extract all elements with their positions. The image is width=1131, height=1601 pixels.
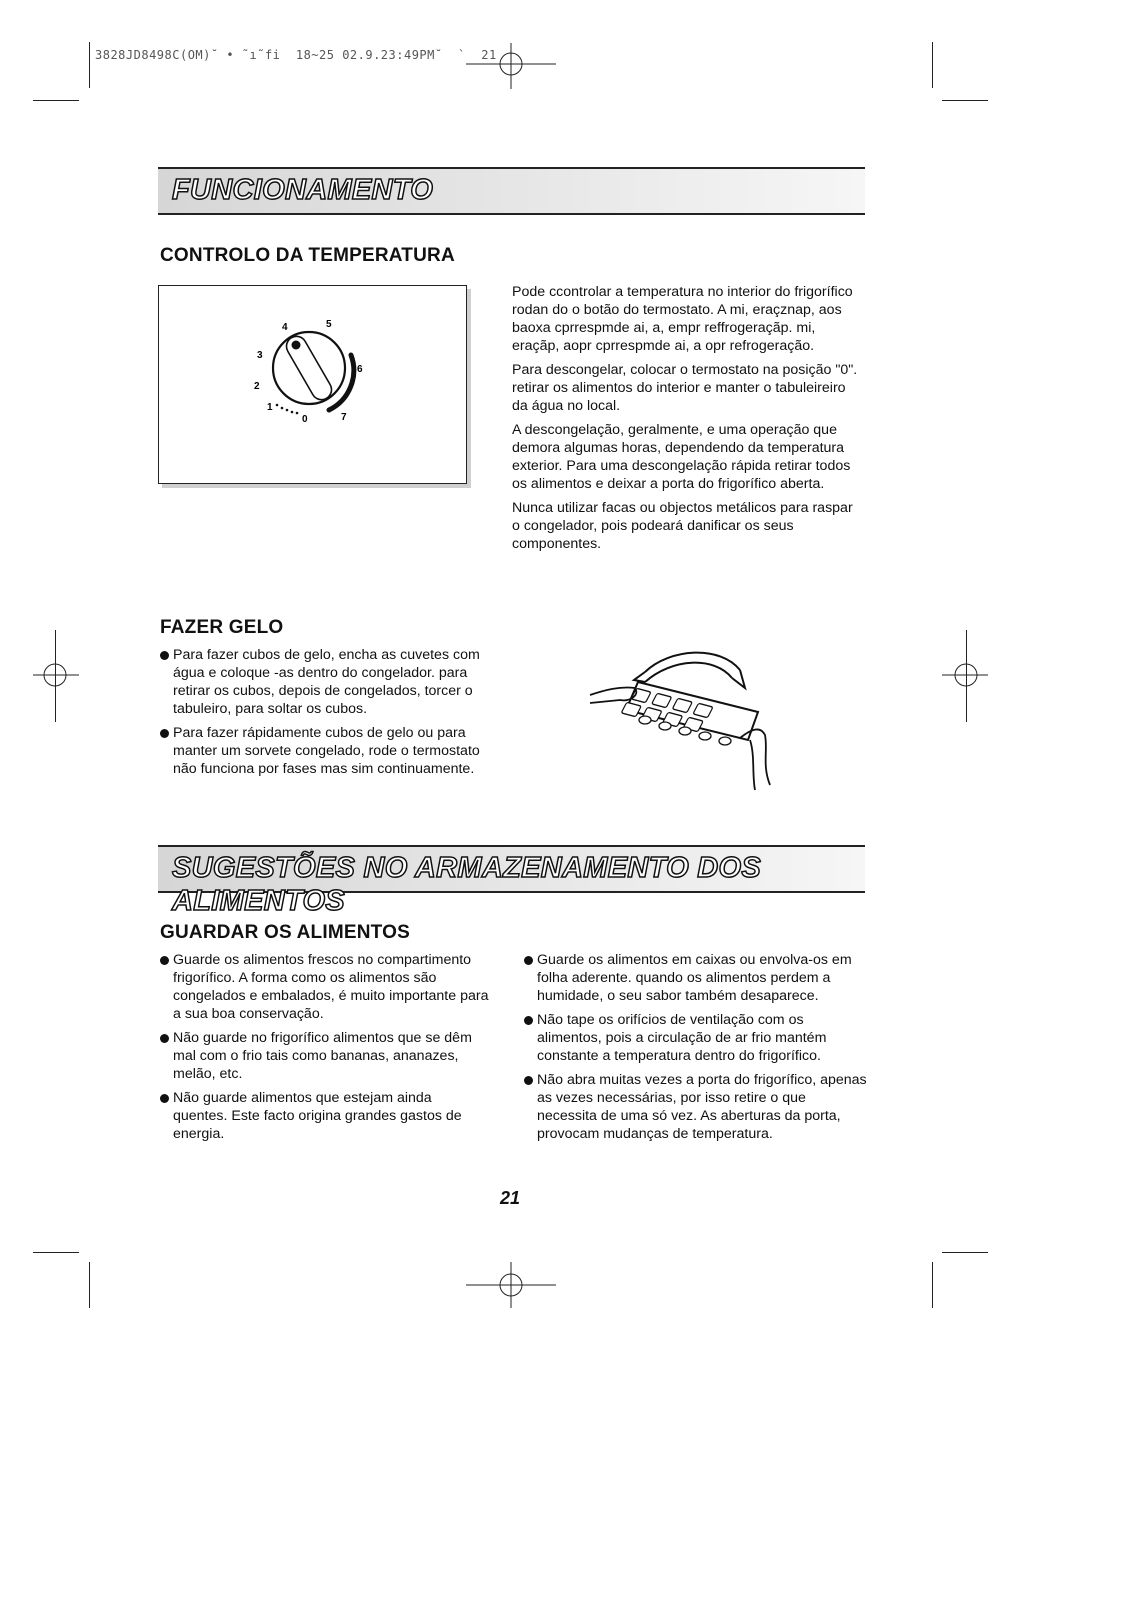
storage-heading: GUARDAR OS ALIMENTOS bbox=[160, 922, 410, 943]
list-item: Não abra muitas vezes a porta do frigorífico, apenas as vezes necessárias, por isso retire o que necessita de uma só vez. As aberturas da porta, provocam mudanças de temperatura. bbox=[524, 1071, 869, 1143]
page-number: 21 bbox=[500, 1188, 521, 1208]
temperature-text bbox=[512, 283, 864, 559]
dial-label: 4 bbox=[282, 322, 288, 333]
paragraph: Nunca utilizar facas ou objectos metálicos para raspar o congelador, pois podeará danificar os seus componentes. bbox=[512, 500, 853, 552]
registration-mark-icon bbox=[942, 657, 988, 693]
dial-label: 6 bbox=[357, 364, 363, 375]
list-item: Guarde os alimentos frescos no compartimento frigorífico. A forma como os alimentos são congelados e embalados, é muito importante para a sua boa conservação. bbox=[160, 951, 490, 1023]
storage-list-left bbox=[160, 951, 490, 1149]
list-item: Para fazer rápidamente cubos de gelo ou para manter um sorvete congelado, rode o termostato não funciona por fases mas sim continuamente. bbox=[160, 724, 500, 778]
crop-mark bbox=[33, 1252, 79, 1253]
ice-list bbox=[160, 646, 500, 784]
list-item: Não guarde alimentos que estejam ainda quentes. Este facto origina grandes gastos de energia. bbox=[160, 1089, 490, 1143]
section-title: FUNCIONAMENTO bbox=[172, 174, 434, 206]
registration-mark-icon bbox=[466, 1262, 556, 1308]
section-title: SUGESTÕES NO ARMAZENAMENTO DOS ALIMENTOS bbox=[172, 852, 762, 917]
dial-label: 0 bbox=[302, 414, 308, 425]
registration-mark-icon bbox=[33, 657, 79, 693]
list-item: Não tape os orifícios de ventilação com os alimentos, pois a circulação de ar frio mantém constante a temperatura dentro do frigorífico. bbox=[524, 1011, 869, 1065]
ice-heading: FAZER GELO bbox=[160, 617, 284, 638]
crop-mark bbox=[942, 1252, 988, 1253]
crop-mark bbox=[932, 1262, 933, 1308]
crop-mark bbox=[33, 100, 79, 101]
section-banner bbox=[158, 167, 865, 215]
dial-label: 5 bbox=[326, 319, 332, 330]
crop-mark bbox=[89, 1262, 90, 1308]
crop-mark bbox=[942, 100, 988, 101]
dial-label: 7 bbox=[341, 412, 347, 423]
thermostat-dial-icon bbox=[159, 286, 466, 483]
storage-list-right bbox=[524, 951, 869, 1149]
print-header: 3828JD8498C(OM)˘ • ˜ı˜fi 18~25 02.9.23:49PM˘ ` 21 bbox=[95, 48, 497, 62]
paragraph: Para descongelar, colocar o termostato na posição "0". retirar os alimentos do interior e manter o tabuleireiro da água no local. bbox=[512, 362, 858, 414]
paragraph: Pode ccontrolar a temperatura no interior do frigorífico rodan do o botão do termostato. A mi, eraçznap, aos baoxa cprrespmde ai, a, empr reffrogeraçãp. mi, eraçãp, aopr cprrespmde ai, a opr refrogeração. bbox=[512, 284, 853, 354]
dial-label: 1 bbox=[267, 402, 273, 413]
temperature-heading: CONTROLO DA TEMPERATURA bbox=[160, 245, 455, 266]
dial-label: 2 bbox=[254, 381, 260, 392]
crop-mark bbox=[89, 42, 90, 88]
thermostat-figure bbox=[158, 285, 467, 484]
paragraph: A descongelação, geralmente, e uma operação que demora algumas horas, dependendo da temperatura exterior. Para uma descongelação rápida retirar todos os alimentos e deixar a porta do frigorífico aberta. bbox=[512, 422, 851, 492]
list-item: Para fazer cubos de gelo, encha as cuvetes com água e coloque -as dentro do congelador. para retirar os cubos, depois de congelados, torcer o tabuleiro, para soltar os cubos. bbox=[160, 646, 500, 718]
ice-tray-illustration bbox=[590, 640, 800, 795]
dial-label: 3 bbox=[257, 350, 263, 361]
list-item: Guarde os alimentos em caixas ou envolva-os em folha aderente. quando os alimentos perdem a humidade, o seu sabor também desaparece. bbox=[524, 951, 869, 1005]
section-banner bbox=[158, 845, 865, 917]
crop-mark bbox=[932, 42, 933, 88]
list-item: Não guarde no frigorífico alimentos que se dêm mal com o frio tais como bananas, ananazes, melão, etc. bbox=[160, 1029, 490, 1083]
